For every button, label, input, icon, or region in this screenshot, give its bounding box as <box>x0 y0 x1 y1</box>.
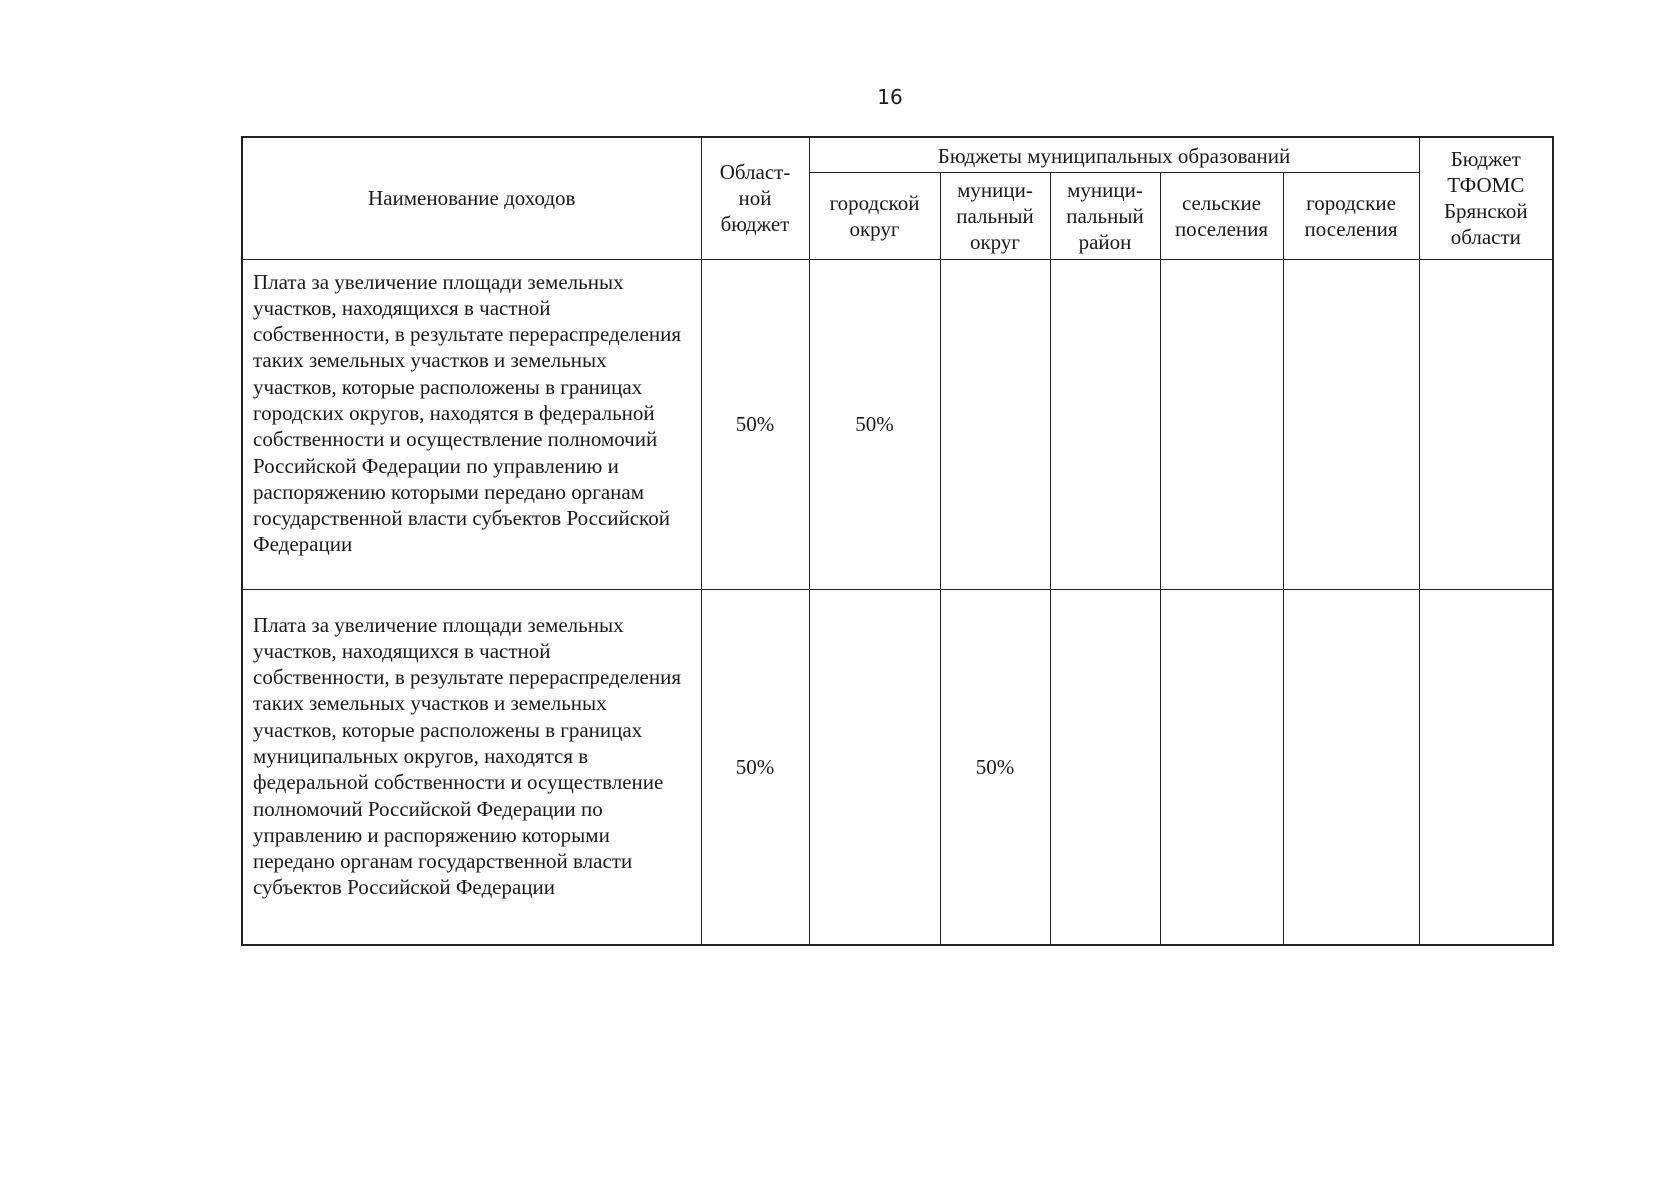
regional-share-cell: 50% <box>701 589 809 945</box>
urban-district-share-cell <box>809 589 940 945</box>
revenue-name-cell: Плата за увеличение площади земельных участков, находящихся в частной собственности, в результате перераспределения таких земельных участков и земельных участков, которые расположены в границах муниципальных округов, находятся в федеральной собственности и осуществление полномочий Российской Федерации по управлению и распоряжению которыми передано органам государственной власти субъектов Российской Федерации <box>242 589 701 945</box>
municipal-district-share-cell: 50% <box>940 589 1050 945</box>
municipal-district-share-cell <box>940 259 1050 589</box>
urban-settlements-share-cell <box>1283 259 1419 589</box>
table-row <box>242 259 1553 589</box>
urban-settlements-share-cell <box>1283 589 1419 945</box>
page-number: 16 <box>877 85 903 109</box>
municipal-area-share-cell <box>1050 259 1160 589</box>
header-municipal-district: муници- пальный округ <box>940 172 1050 259</box>
regional-share-cell: 50% <box>701 259 809 589</box>
table-row <box>242 589 1553 945</box>
header-municipal-area: муници- пальный район <box>1050 172 1160 259</box>
header-rural-settlements: сельские поселения <box>1160 172 1283 259</box>
rural-settlements-share-cell <box>1160 589 1283 945</box>
header-regional-budget: Област- ной бюджет <box>701 137 809 259</box>
tfoms-share-cell <box>1419 589 1553 945</box>
revenue-distribution-table <box>241 136 1554 946</box>
header-revenue-name: Наименование доходов <box>242 137 701 259</box>
header-urban-settlements: городские поселения <box>1283 172 1419 259</box>
rural-settlements-share-cell <box>1160 259 1283 589</box>
header-row-groups <box>242 137 1553 172</box>
revenue-name-cell: Плата за увеличение площади земельных участков, находящихся в частной собственности, в результате перераспределения таких земельных участков и земельных участков, которые расположены в границах городских округов, находятся в федеральной собственности и осуществление полномочий Российской Федерации по управлению и распоряжению которыми передано органам государственной власти субъектов Российской Федерации <box>242 259 701 589</box>
urban-district-share-cell: 50% <box>809 259 940 589</box>
municipal-area-share-cell <box>1050 589 1160 945</box>
header-municipal-budgets: Бюджеты муниципальных образований <box>809 137 1419 172</box>
header-urban-district: городской округ <box>809 172 940 259</box>
tfoms-share-cell <box>1419 259 1553 589</box>
header-tfoms-budget: Бюджет ТФОМС Брянской области <box>1419 137 1553 259</box>
